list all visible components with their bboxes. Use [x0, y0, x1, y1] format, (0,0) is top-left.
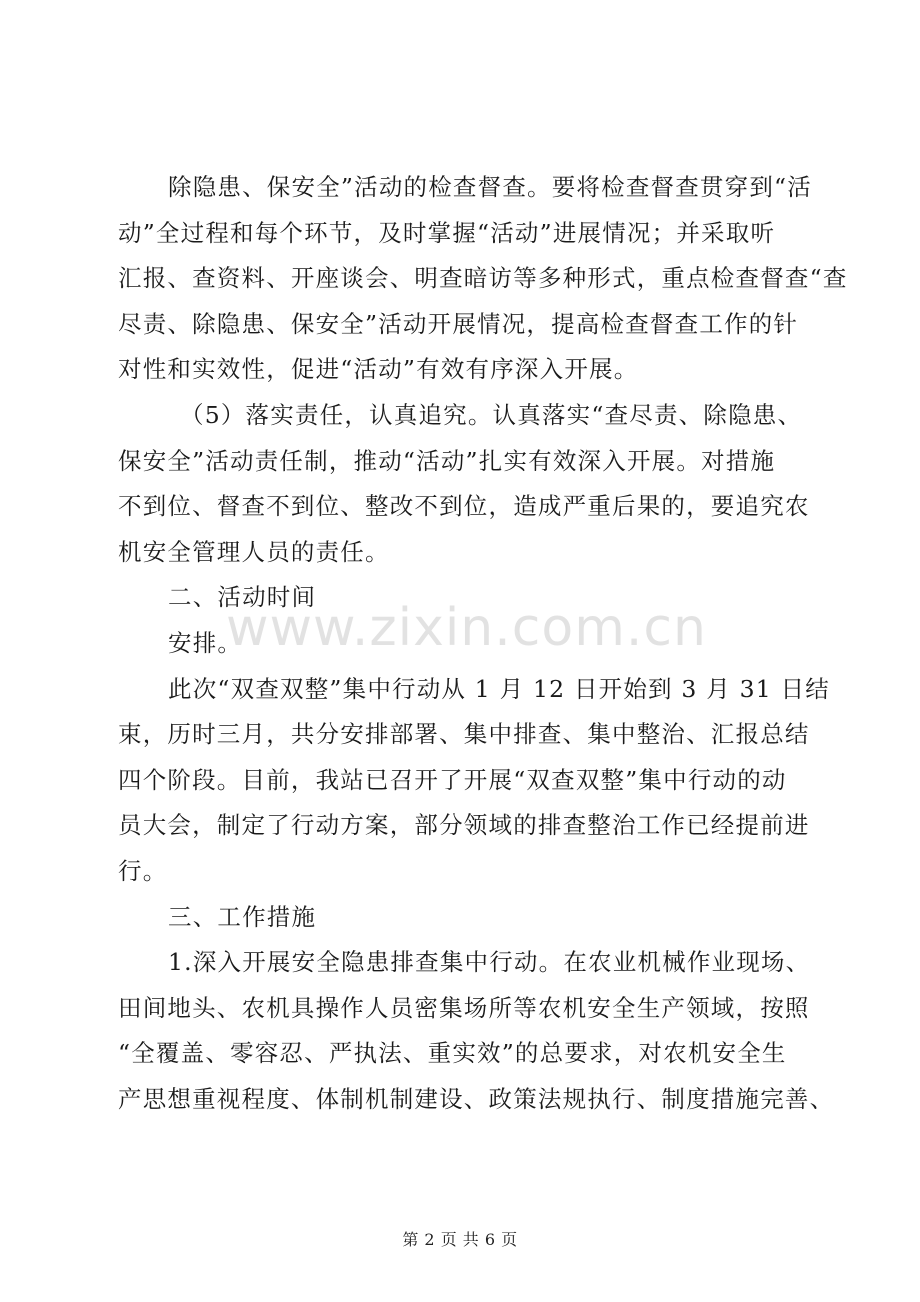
text-line: 安排。 [168, 628, 243, 657]
section-heading: 三、工作措施 [168, 902, 317, 931]
text-line: 行。 [118, 856, 168, 885]
text-line: 田间地头、农机具操作人员密集场所等农机安全生产领域，按照 [118, 993, 810, 1022]
text-line: “全覆盖、零容忍、严执法、重实效”的总要求，对农机安全生 [118, 1039, 787, 1068]
section-heading: 二、活动时间 [168, 583, 317, 612]
text-line: 汇报、查资料、开座谈会、明查暗访等多种形式，重点检查督查“查 [118, 264, 848, 293]
watermark: www.zixin.com.cn [226, 598, 707, 658]
text-line: 机安全管理人员的责任。 [118, 537, 390, 566]
text-line: （5）落实责任，认真追究。认真落实“查尽责、除隐患、 [180, 400, 803, 429]
text-line: 保安全”活动责任制，推动“活动”扎实有效深入开展。对措施 [118, 446, 776, 475]
text-line: 员大会，制定了行动方案，部分领域的排查整治工作已经提前进 [118, 811, 810, 840]
text-line: 动”全过程和每个环节，及时掌握“活动”进展情况；并采取听 [118, 218, 776, 247]
text-line: 尽责、除隐患、保安全”活动开展情况，提高检查督查工作的针 [118, 309, 799, 338]
text-line: 除隐患、保安全”活动的检查督查。要将检查督查贯穿到“活 [168, 173, 812, 201]
text-line: 对性和实效性，促进“活动”有效有序深入开展。 [118, 355, 639, 384]
text-line: 束，历时三月，共分安排部署、集中排查、集中整治、汇报总结 [118, 720, 810, 749]
text-line: 不到位、督查不到位、整改不到位，造成严重后果的，要追究农 [118, 492, 810, 521]
page-footer: 第 2 页 共 6 页 [402, 1230, 518, 1249]
text-line: 1.深入开展安全隐患排查集中行动。在农业机械作业现场、 [168, 948, 811, 977]
text-line: 四个阶段。目前，我站已召开了开展“双查双整”集中行动的动 [118, 765, 787, 794]
text-line: 此次“双查双整”集中行动从 1 月 12 日开始到 3 月 31 日结 [168, 674, 830, 703]
text-line: 产思想重视程度、体制机制建设、政策法规执行、制度措施完善、 [118, 1084, 835, 1113]
